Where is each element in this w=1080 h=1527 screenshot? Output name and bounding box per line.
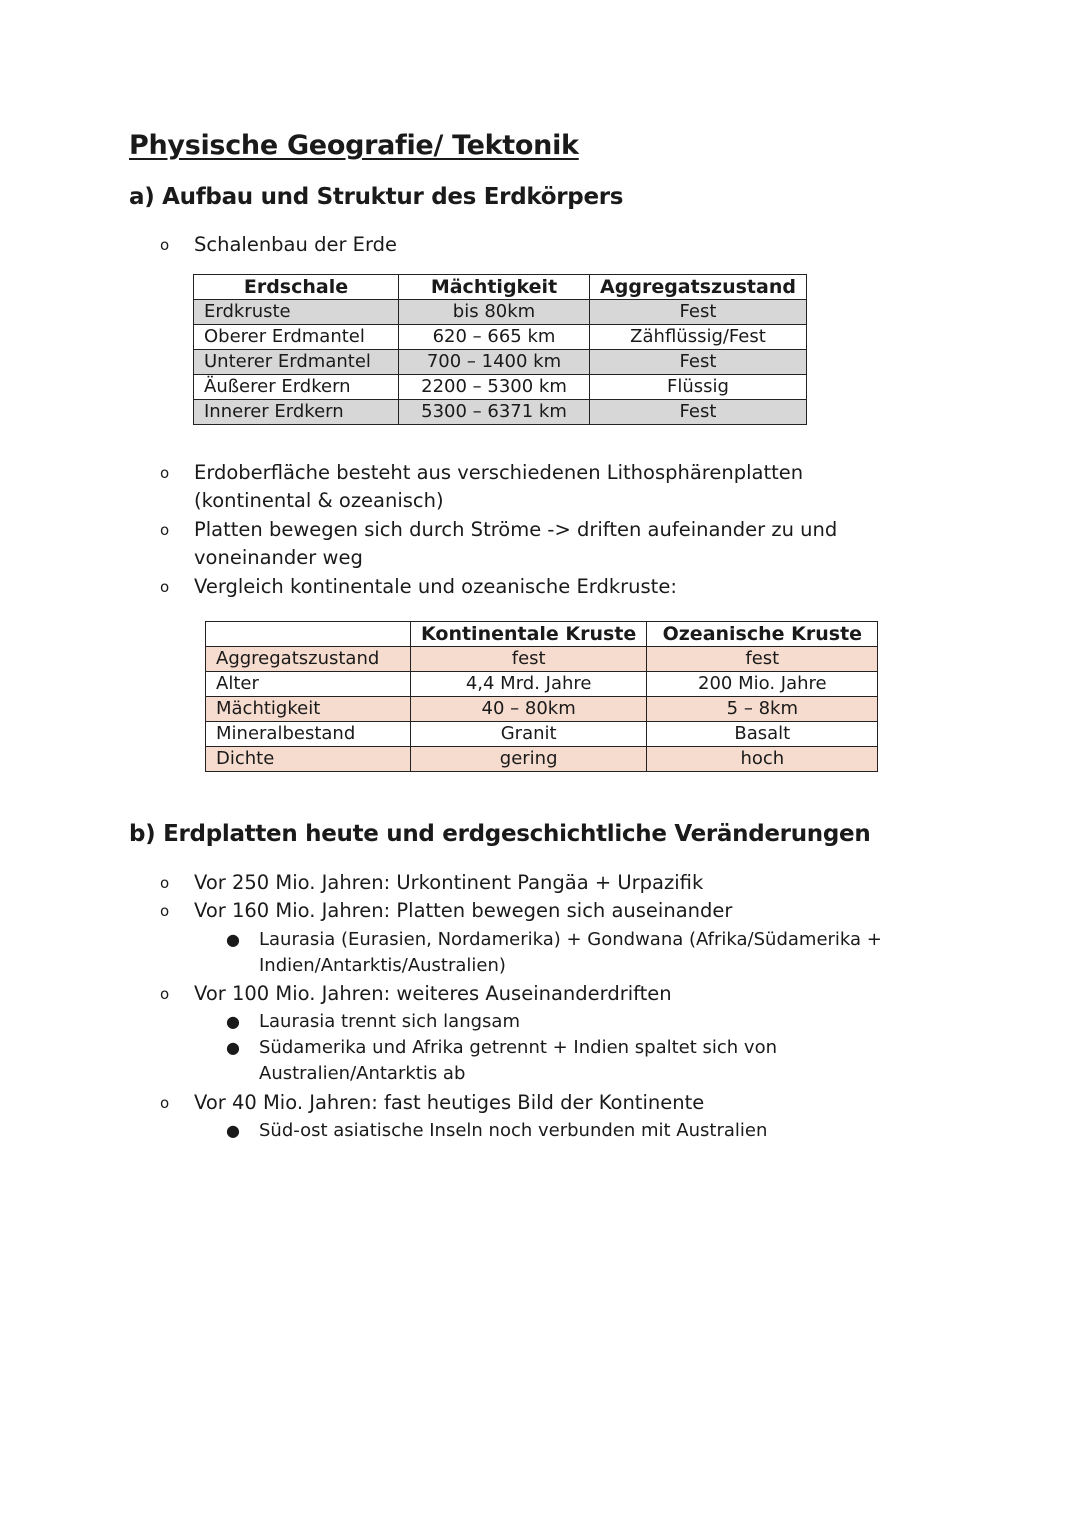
table-cell: Mächtigkeit <box>206 697 411 722</box>
table-cell: Flüssig <box>590 375 807 400</box>
table-cell: Dichte <box>206 747 411 772</box>
table-cell: Aggregatszustand <box>206 647 411 672</box>
table-cell: 4,4 Mrd. Jahre <box>411 672 647 697</box>
table-cell: Oberer Erdmantel <box>194 325 399 350</box>
table-cell: fest <box>411 647 647 672</box>
list-item-text: Vor 160 Mio. Jahren: Platten bewegen sich auseinander <box>194 899 733 922</box>
table-header-row <box>206 622 878 647</box>
table-cell: Äußerer Erdkern <box>194 375 399 400</box>
circle-bullet-icon: o <box>160 578 170 596</box>
table-cell: 40 – 80km <box>411 697 647 722</box>
table-row <box>206 647 878 672</box>
table-cell: Alter <box>206 672 411 697</box>
table-cell: Unterer Erdmantel <box>194 350 399 375</box>
table-cell: Zähflüssig/Fest <box>590 325 807 350</box>
table-cell: 200 Mio. Jahre <box>647 672 878 697</box>
table-row <box>194 350 807 375</box>
table-cell: Fest <box>590 350 807 375</box>
table-header-cell: Mächtigkeit <box>399 275 590 300</box>
list-item-text: Schalenbau der Erde <box>194 233 398 256</box>
table-cell: gering <box>411 747 647 772</box>
table-cell: 5300 – 6371 km <box>399 400 590 425</box>
table-cell: Innerer Erdkern <box>194 400 399 425</box>
table-header-cell: Erdschale <box>194 275 399 300</box>
crust-comparison-table <box>205 621 878 772</box>
dot-bullet-icon: ● <box>226 1012 240 1031</box>
circle-bullet-icon: o <box>160 464 170 482</box>
table-cell: fest <box>647 647 878 672</box>
table-header-cell: Ozeanische Kruste <box>647 622 878 647</box>
page-title: Physische Geografie/ Tektonik <box>129 130 579 161</box>
table-cell: Basalt <box>647 722 878 747</box>
list-item-text: Vor 100 Mio. Jahren: weiteres Auseinanderdriften <box>194 982 672 1005</box>
table-cell: 2200 – 5300 km <box>399 375 590 400</box>
table-cell: Fest <box>590 400 807 425</box>
circle-bullet-icon: o <box>160 874 170 892</box>
circle-bullet-icon: o <box>160 521 170 539</box>
section-b-heading: b) Erdplatten heute und erdgeschichtliche Veränderungen <box>129 821 871 847</box>
circle-bullet-icon: o <box>160 236 170 254</box>
table-cell: Mineralbestand <box>206 722 411 747</box>
sub-list-item-text: Südamerika und Afrika getrennt + Indien spaltet sich von Australien/Antarktis ab <box>259 1037 778 1084</box>
table-row <box>206 697 878 722</box>
table-header-row <box>194 275 807 300</box>
sub-list-item-text: Süd-ost asiatische Inseln noch verbunden mit Australien <box>259 1120 768 1141</box>
sub-list-item-text: Laurasia trennt sich langsam <box>259 1011 520 1032</box>
table-cell: Erdkruste <box>194 300 399 325</box>
table-cell: 5 – 8km <box>647 697 878 722</box>
dot-bullet-icon: ● <box>226 1038 240 1057</box>
table-row <box>206 747 878 772</box>
table-cell: 620 – 665 km <box>399 325 590 350</box>
table-row <box>206 672 878 697</box>
table-cell: bis 80km <box>399 300 590 325</box>
table-row <box>206 722 878 747</box>
section-a-heading: a) Aufbau und Struktur des Erdkörpers <box>129 184 624 210</box>
list-item-text: Platten bewegen sich durch Ströme -> driften aufeinander zu und voneinander weg <box>194 518 838 569</box>
circle-bullet-icon: o <box>160 985 170 1003</box>
table-row <box>194 400 807 425</box>
list-item-text: Vor 40 Mio. Jahren: fast heutiges Bild der Kontinente <box>194 1091 705 1114</box>
dot-bullet-icon: ● <box>226 1121 240 1140</box>
table-cell: hoch <box>647 747 878 772</box>
earth-layers-table <box>193 274 807 425</box>
table-cell: 700 – 1400 km <box>399 350 590 375</box>
table-row <box>194 325 807 350</box>
list-item-text: Vor 250 Mio. Jahren: Urkontinent Pangäa + Urpazifik <box>194 871 704 894</box>
circle-bullet-icon: o <box>160 1094 170 1112</box>
circle-bullet-icon: o <box>160 902 170 920</box>
sub-list-item-text: Laurasia (Eurasien, Nordamerika) + Gondwana (Afrika/Südamerika + Indien/Antarktis/Australien) <box>259 929 882 976</box>
table-row <box>194 375 807 400</box>
table-header-cell: Kontinentale Kruste <box>411 622 647 647</box>
dot-bullet-icon: ● <box>226 930 240 949</box>
table-header-cell: Aggregatszustand <box>590 275 807 300</box>
list-item-text: Vergleich kontinentale und ozeanische Erdkruste: <box>194 575 677 598</box>
table-cell: Fest <box>590 300 807 325</box>
table-cell: Granit <box>411 722 647 747</box>
table-header-cell <box>206 622 411 647</box>
list-item-text: Erdoberfläche besteht aus verschiedenen Lithosphärenplatten (kontinental & ozeanisch) <box>194 461 804 512</box>
table-row <box>194 300 807 325</box>
